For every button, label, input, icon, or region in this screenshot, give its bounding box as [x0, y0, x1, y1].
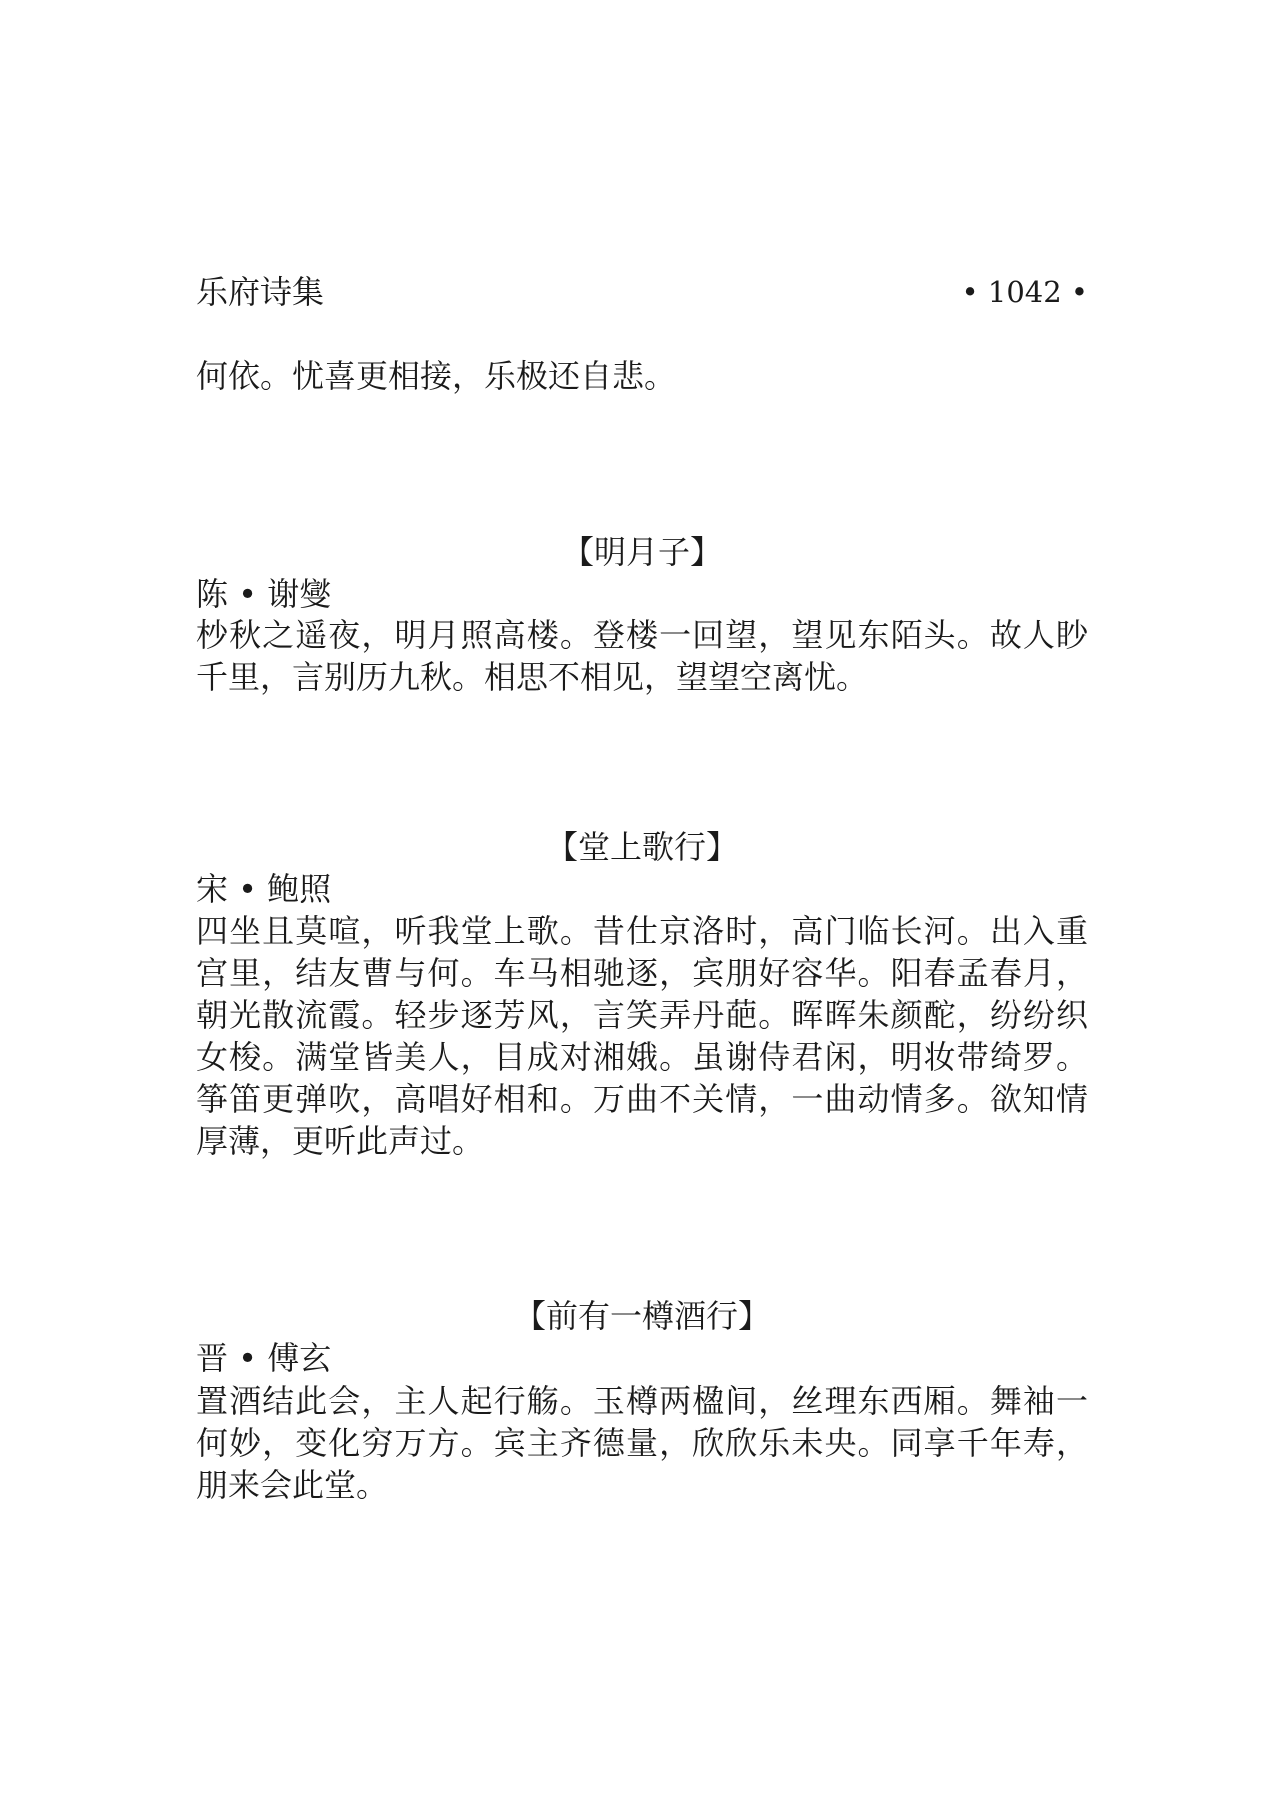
- poem-title: 【明月子】: [561, 533, 722, 571]
- poem-title: 【前有一樽酒行】: [513, 1297, 770, 1335]
- book-title: 乐府诗集: [196, 273, 325, 311]
- continuation-text: 何依。忧喜更相接，乐极还自悲。: [196, 357, 677, 395]
- poem-text: 杪秋之遥夜，明月照高楼。登楼一回望，望见东陌头。故人眇千里，言别历九秋。相思不相见，望望空离忧。: [196, 616, 1088, 696]
- poem-text: 置酒结此会，主人起行觞。玉樽两楹间，丝理东西厢。舞袖一何妙，变化穷万方。宾主齐德量，欣欣乐未央。同享千年寿，朋来会此堂。: [196, 1382, 1088, 1504]
- poem-author: 陈 • 谢燮: [196, 575, 332, 613]
- running-header: [196, 270, 1088, 314]
- poem-author: 晋 • 傅玄: [196, 1339, 332, 1377]
- poem-author: 宋 • 鲍照: [196, 870, 332, 908]
- poem-text: 四坐且莫喧，听我堂上歌。昔仕京洛时，高门临长河。出入重宫里，结友曹与何。车马相驰逐，宾朋好容华。阳春孟春月，朝光散流霞。轻步逐芳风，言笑弄丹葩。晖晖朱颜酡，纷纷织女梭。满堂皆美人，目成对湘娥。虽谢侍君闲，明妆带绮罗。筝笛更弹吹，高唱好相和。万曲不关情，一曲动情多。欲知情厚薄，更听此声过。: [196, 912, 1088, 1160]
- page-number: • 1042 •: [961, 275, 1088, 309]
- document-page: [196, 0, 1088, 1795]
- poem-title: 【堂上歌行】: [545, 828, 738, 866]
